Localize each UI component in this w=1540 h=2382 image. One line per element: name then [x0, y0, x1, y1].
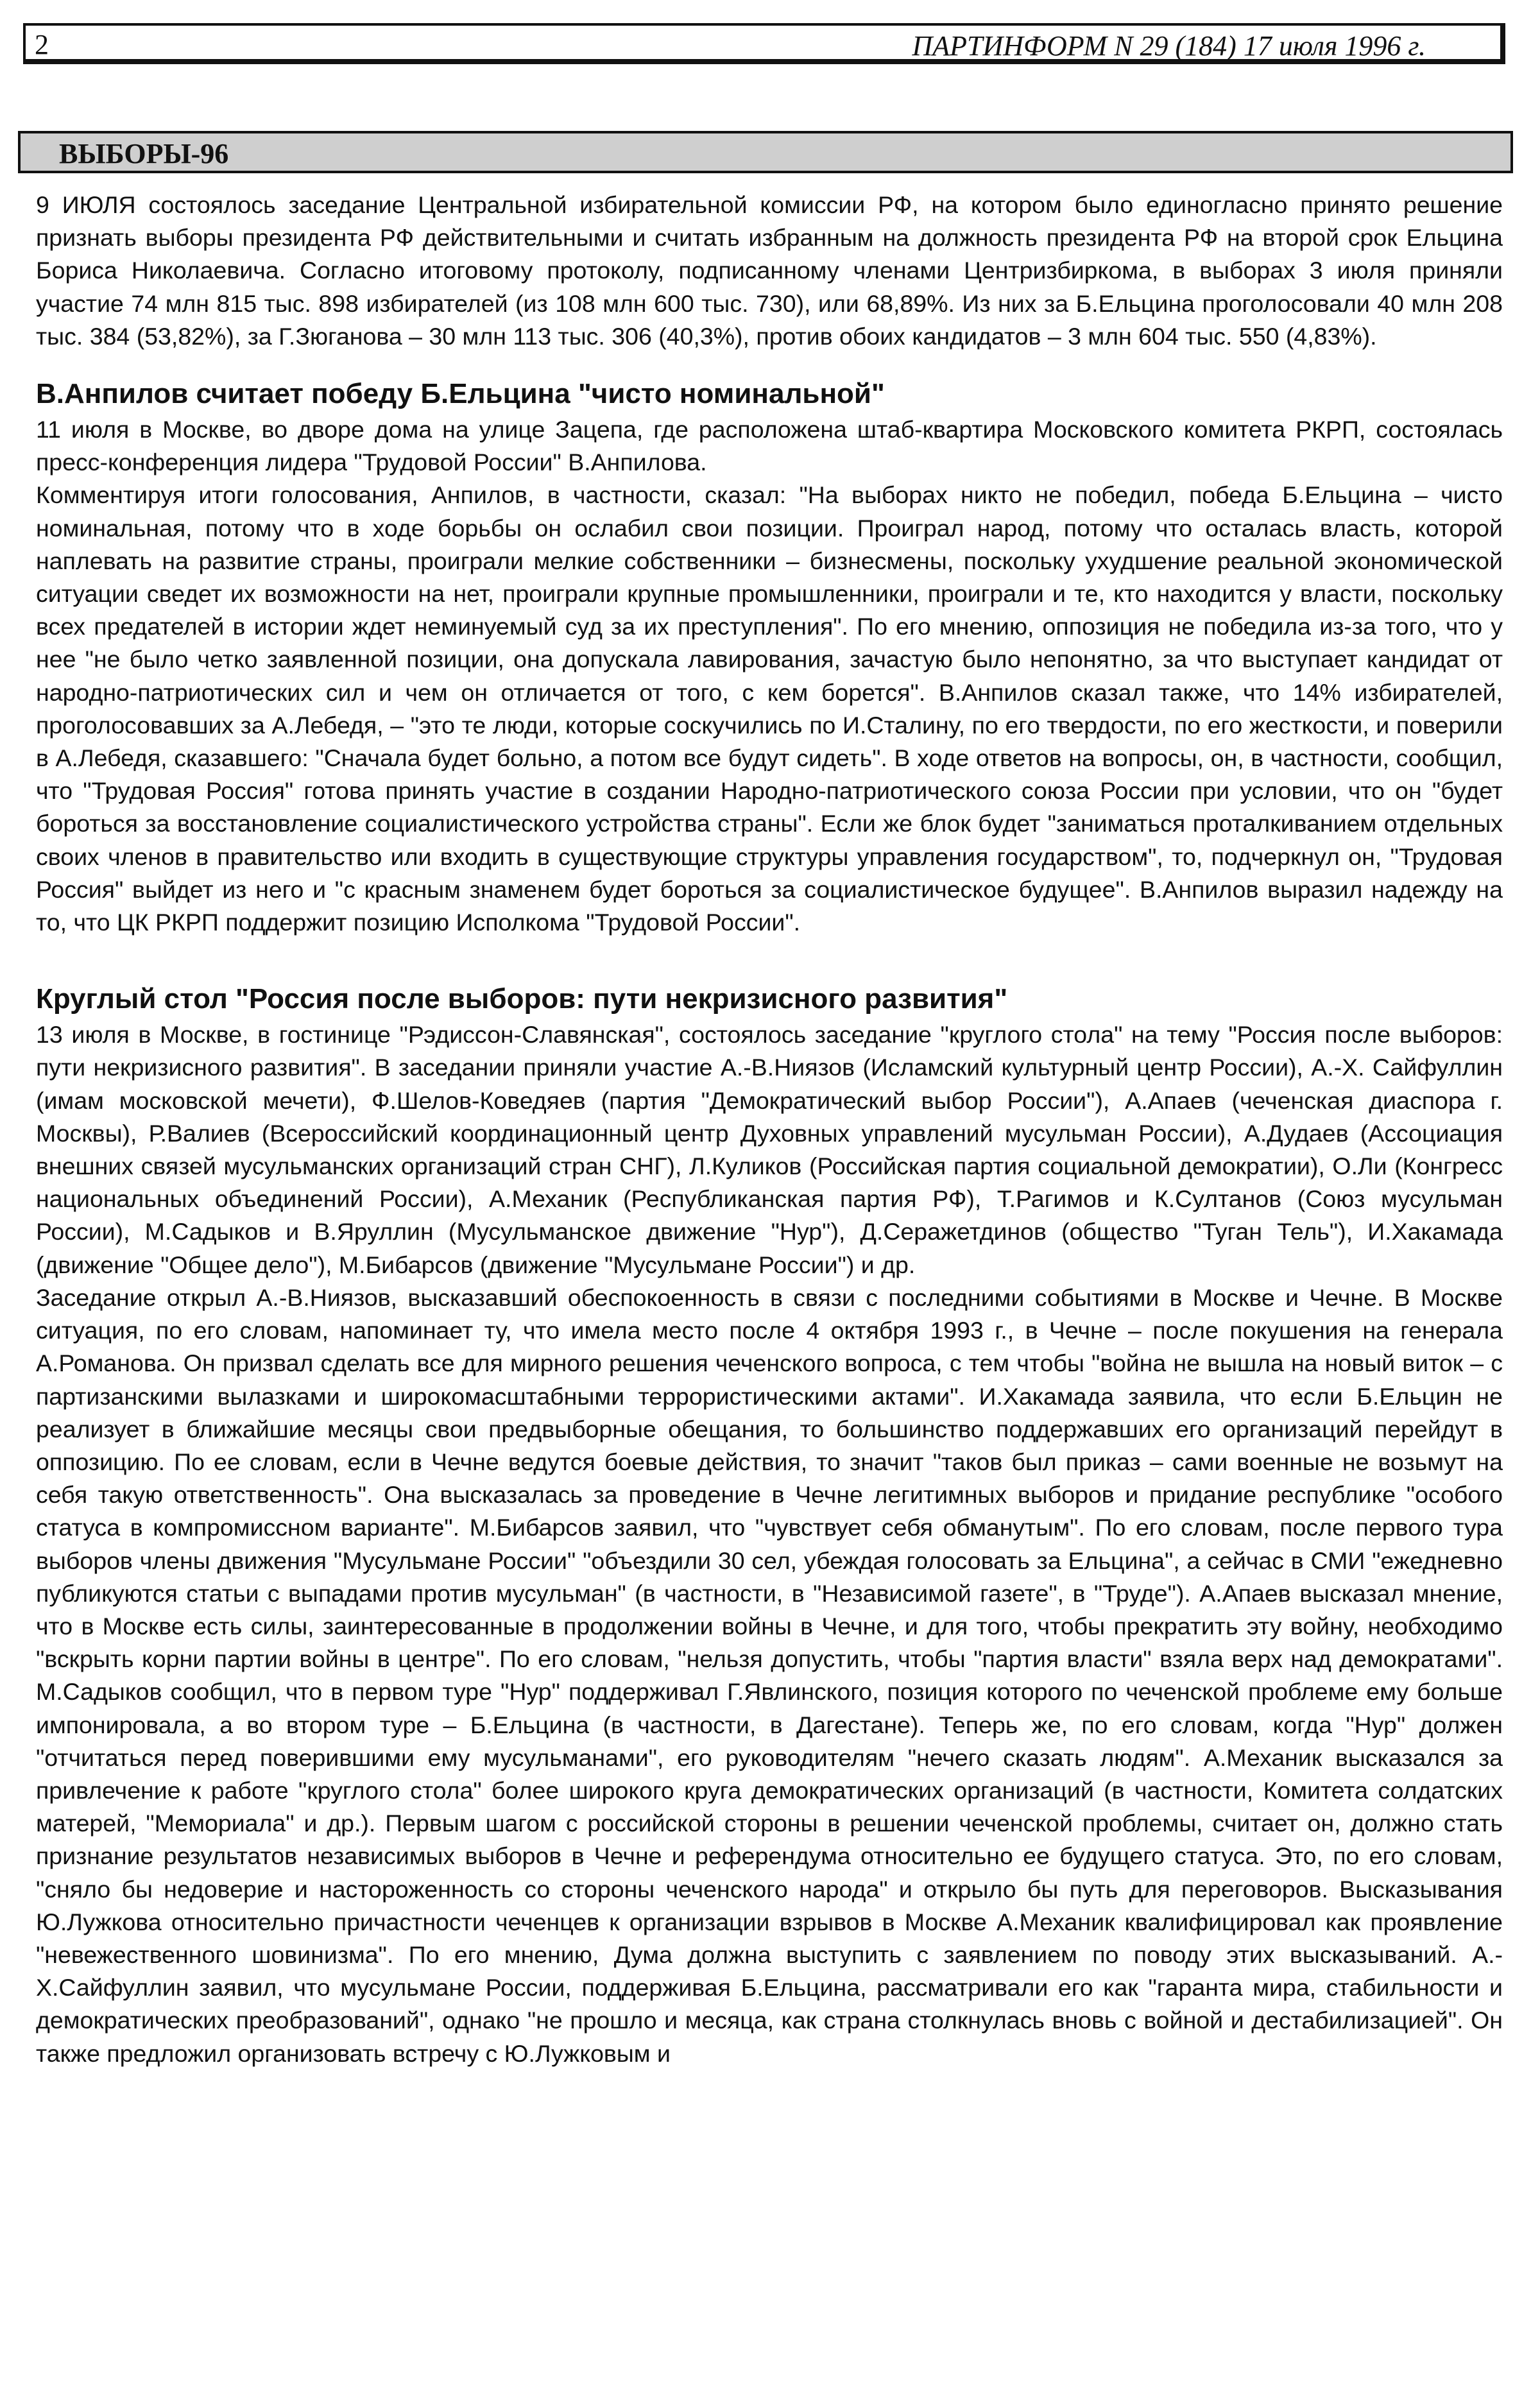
page-header: [23, 23, 1505, 64]
article-paragraph: Комментируя итоги голосования, Анпилов, в частности, сказал: "На выборах никто не победил, победа Б.Ельцина – чисто номинальная, потому что в ходе борьбы он ослабил свои позиции. Проиграл народ, потому что осталась власть, которой наплевать на развитие страны, проиграли мелкие собственники – бизнесмены, поскольку ухудшение реальной экономической ситуации сведет их возможности на нет, проиграли крупные промышленники, проиграли и те, кто находится у власти, поскольку всех предателей в истории ждет неминуемый суд за их преступления". По его мнению, оппозиция не победила из-за того, что у нее "не было четко заявленной позиции, она допускала лавирования, зачастую было непонятно, за что выступает кандидат от народно-патриотических сил и чем он отличается от того, с кем борется". В.Анпилов сказал также, что 14% избирателей, проголосовавших за А.Лебедя, – "это те люди, которые соскучились по И.Сталину, по его твердости, по его жесткости, и поверили в А.Лебедя, сказавшего: "Сначала будет больно, а потом все будут сидеть". В ходе ответов на вопросы, он, в частности, сообщил, что "Трудовая Россия" готова принять участие в создании Народно-патриотического союза России при условии, что он "будет бороться за восстановление социалистического устройства страны". Если же блок будет "заниматься проталкиванием отдельных своих членов в правительство или входить в существующие структуры управления государством", то, подчеркнул он, "Трудовая Россия" выйдет из него и "с красным знаменем будет бороться за социалистическое будущее". В.Анпилов выразил надежду на то, что ЦК РКРП поддержит позицию Исполкома "Трудовой России".: [36, 481, 1503, 936]
article-paragraph: Заседание открыл А.-В.Ниязов, высказавший обеспокоенность в связи с последними событиями в Москве и Чечне. В Москве ситуация, по его словам, напоминает ту, что имела место после 4 октября 1993 г., в Чечне – после покушения на генерала А.Романова. Он призвал сделать все для мирного решения чеченского вопроса, с тем чтобы "война не вышла на новый виток – с партизанскими вылазками и широкомасштабными террористическими актами". И.Хакамада заявила, что если Б.Ельцин не реализует в ближайшие месяцы свои предвыборные обещания, то большинство поддержавших его организаций перейдут в оппозицию. По ее словам, если в Чечне ведутся боевые действия, то значит "таков был приказ – сами военные не возьмут на себя такую ответственность". Она высказалась за проведение в Чечне легитимных выборов и придание республике "особого статуса в компромиссном варианте". М.Бибарсов заявил, что "чувствует себя обманутым". По его словам, после первого тура выборов члены движения "Мусульмане России" "объездили 30 сел, убеждая голосовать за Ельцина", а сейчас в СМИ "ежедневно публикуются статьи с выпадами против мусульман" (в частности, в "Независимой газете", в "Труде"). А.Апаев высказал мнение, что в Москве есть силы, заинтересованные в продолжении войны в Чечне, и для того, чтобы прекратить эту войну, необходимо "вскрыть корни партии войны в центре". По его словам, "нельзя допустить, чтобы "партия власти" взяла верх над демократами". М.Садыков сообщил, что в первом туре "Нур" поддерживал Г.Явлинского, позиция которого по чеченской проблеме ему больше импонировала, а во втором туре – Б.Ельцина (в частности, в Дагестане). Теперь же, по его словам, когда "Нур" должен "отчитаться перед поверившими ему мусульманами", его руководителям "нечего сказать людям". А.Механик высказался за привлечение к работе "круглого стола" более широкого круга демократических организаций (в частности, Комитета солдатских матерей, "Мемориала" и др.). Первым шагом с российской стороны в решении чеченской проблемы, считает он, должно стать признание результатов независимых выборов в Чечне и референдума относительно ее будущего статуса. Это, по его словам, "сняло бы недоверие и настороженность со стороны чеченского народа" и открыло бы путь для переговоров. Высказывания Ю.Лужкова относительно причастности чеченцев к организации взрывов в Москве А.Механик квалифицировал как проявление "невежественного шовинизма". По его мнению, Дума должна выступить с заявлением по поводу этих высказываний. А.-Х.Сайфуллин заявил, что мусульмане России, поддерживая Б.Ельцина, рассматривали его как "гаранта мира, стабильности и демократических преобразований", однако "не прошло и месяца, как страна столкнулась вновь с войной и дестабилизацией". Он также предложил организовать встречу с Ю.Лужковым и: [36, 1283, 1503, 2067]
section-header: [18, 131, 1513, 173]
intro-paragraph: 9 ИЮЛЯ состоялось заседание Центральной избирательной комиссии РФ, на котором было единогласно принято решение признать выборы президента РФ действительными и считать избранным на должность президента РФ на второй срок Ельцина Бориса Николаевича. Согласно итоговому протоколу, подписанному членами Центризбиркома, в выборах 3 июля приняли участие 74 млн 815 тыс. 898 избирателей (из 108 млн 600 тыс. 730), или 68,89%. Из них за Б.Ельцина проголосовали 40 млн 208 тыс. 384 (53,82%), за Г.Зюганова – 30 млн 113 тыс. 306 (40,3%), против обоих кандидатов – 3 млн 604 тыс. 550 (4,83%).: [36, 191, 1503, 350]
article-paragraph: 11 июля в Москве, во дворе дома на улице Зацепа, где расположена штаб-квартира Московского комитета РКРП, состоялась пресс-конференция лидера "Трудовой России" В.Анпилова.: [36, 416, 1503, 476]
article-headline: Круглый стол "Россия после выборов: пути некризисного развития": [36, 983, 1008, 1015]
section-title: ВЫБОРЫ-96: [59, 138, 229, 169]
masthead: ПАРТИНФОРМ N 29 (184) 17 июля 1996 г.: [912, 30, 1426, 62]
article-headline: В.Анпилов считает победу Б.Ельцина "чисто номинальной": [36, 378, 885, 410]
page-number: 2: [35, 29, 49, 60]
article-paragraph: 13 июля в Москве, в гостинице "Рэдиссон-Славянская", состоялось заседание "круглого стола" на тему "Россия после выборов: пути некризисного развития". В заседании приняли участие А.-В.Ниязов (Исламский культурный центр России), А.-Х. Сайфуллин (имам московской мечети), Ф.Шелов-Коведяев (партия "Демократический выбор России"), А.Апаев (чеченская диаспора г. Москвы), Р.Валиев (Всероссийский координационный центр Духовных управлений мусульман России), А.Дудаев (Ассоциация внешних связей мусульманских организаций стран СНГ), Л.Куликов (Российская партия социальной демократии), О.Ли (Конгресс национальных объединений России), А.Механик (Республиканская партия РФ), Т.Рагимов и К.Султанов (Союз мусульман России), М.Садыков и В.Яруллин (Мусульманское движение "Нур"), Д.Серажетдинов (общество "Туган Тель"), И.Хакамада (движение "Общее дело"), М.Бибарсов (движение "Мусульмане России") и др.: [36, 1021, 1503, 1278]
article-body: [36, 189, 1503, 2070]
